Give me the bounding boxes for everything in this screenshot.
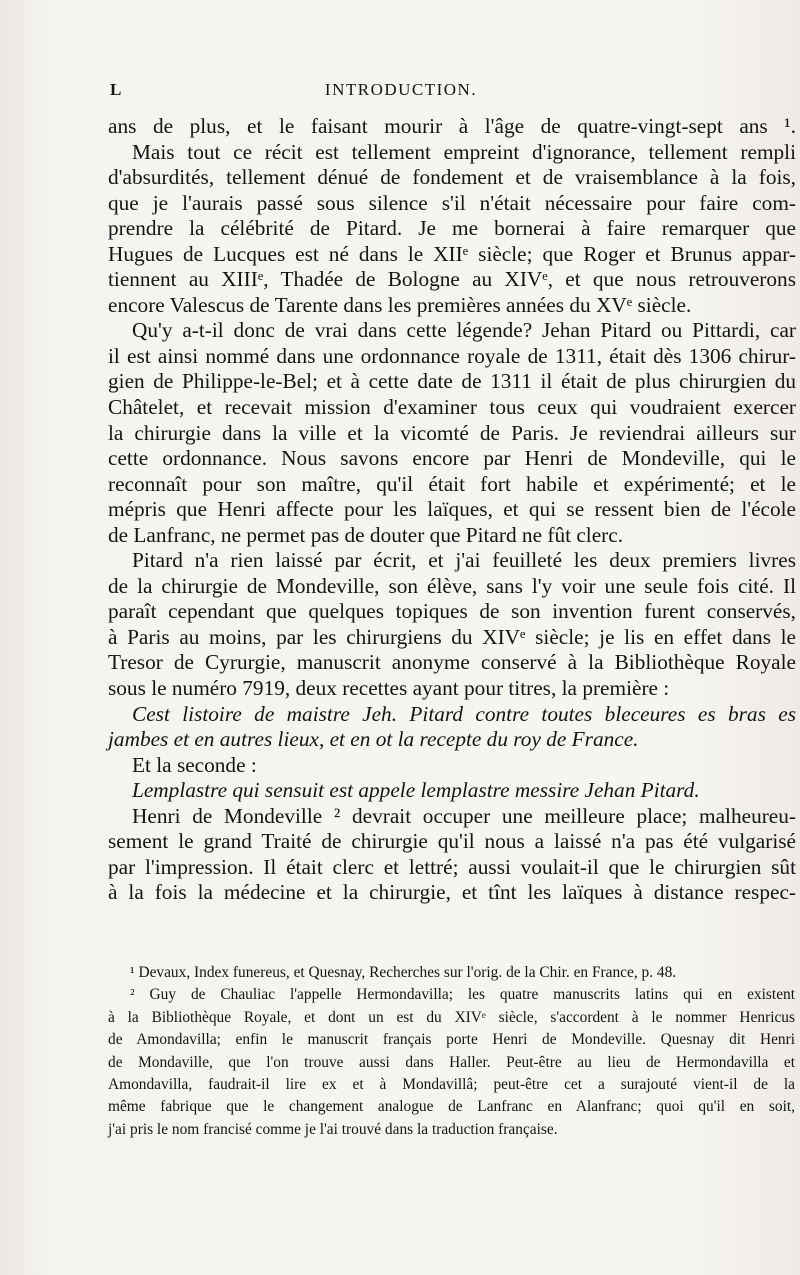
text-line: de la chirurgie de Mondeville, son élève, sans l'y voir une seule fois cité. Il — [108, 573, 796, 598]
text-line: à la fois la médecine et la chirurgie, et tînt les laïques à distance respec- — [108, 880, 796, 905]
quoted-recipe-title: jambes et en autres lieux, et en ot la recepte du roy de France. — [108, 727, 639, 752]
text-line: Hugues de Lucques est né dans le XIIᵉ siècle; que Roger et Brunus appar- — [108, 241, 796, 266]
text-line: de Lanfranc, ne permet pas de douter que Pitard ne fût clerc. — [108, 522, 624, 547]
footnote-line: j'ai pris le nom francisé comme je l'ai trouvé dans la traduction française. — [108, 1120, 558, 1138]
text-line: la chirurgie dans la ville et la vicomté de Paris. Je reviendrai ailleurs sur — [108, 420, 796, 445]
text-line: il est ainsi nommé dans une ordonnance royale de 1311, était dès 1306 chirur- — [108, 343, 796, 368]
footnote-line: ² Guy de Chauliac l'appelle Hermondavilla; les quatre manuscrits latins qui en existent — [130, 986, 795, 1004]
text-line: Qu'y a-t-il donc de vrai dans cette légende? Jehan Pitard ou Pittardi, car — [132, 318, 796, 343]
text-line: encore Valescus de Tarente dans les premières années du XVᵉ siècle. — [108, 292, 692, 317]
text-line: reconnaît pour son maître, qu'il était fort habile et expérimenté; et le — [108, 471, 796, 496]
text-line: par l'impression. Il était clerc et lettré; aussi voulait-il que le chirurgien sût — [108, 854, 796, 879]
text-line: mépris que Henri affecte pour les laïques, et qui se ressent bien de l'école — [108, 497, 796, 522]
main-text — [108, 114, 796, 906]
text-line: Pitard n'a rien laissé par écrit, et j'ai feuilleté les deux premiers livres — [132, 548, 796, 573]
text-line: Henri de Mondeville ² devrait occuper une meilleure place; malheureu- — [132, 803, 796, 828]
quoted-recipe-title: Lemplastre qui sensuit est appele lemplastre messire Jehan Pitard. — [132, 778, 700, 803]
text-line: Et la seconde : — [132, 752, 257, 777]
text-line: prendre la célébrité de Pitard. Je me bornerai à faire remarquer que — [108, 216, 796, 241]
text-line: ans de plus, et le faisant mourir à l'âge de quatre-vingt-sept ans ¹. — [108, 114, 796, 138]
footnote-line: ¹ Devaux, Index funereus, et Quesnay, Recherches sur l'orig. de la Chir. en France, p. 48. — [130, 964, 677, 981]
footnote-line: de Mondaville, que l'on trouve aussi dans Haller. Peut-être au lieu de Hermondavilla et — [108, 1053, 795, 1071]
page-number: L — [110, 80, 123, 99]
text-line: paraît cependant que quelques topiques de son invention furent conservés, — [108, 599, 796, 624]
text-line: cette ordonnance. Nous savons encore par Henri de Mondeville, qui le — [108, 446, 796, 471]
text-line: sous le numéro 7919, deux recettes ayant pour titres, la première : — [108, 676, 670, 701]
text-line: à Paris au moins, par les chirurgiens du XIVᵉ siècle; je lis en effet dans le — [108, 624, 796, 649]
quoted-recipe-title: Cest listoire de maistre Jeh. Pitard contre toutes bleceures es bras es — [132, 701, 796, 726]
text-line: d'absurdités, tellement dénué de fondement et de vraisemblance à la fois, — [108, 165, 796, 190]
footnotes — [108, 962, 795, 1141]
footnote-line: à la Bibliothèque Royale, et dont un est du XIVᵉ siècle, s'accordent à le nommer Henricus — [108, 1008, 795, 1026]
text-line: Châtelet, et recevait mission d'examiner tous ceux qui voudraient exercer — [108, 395, 796, 420]
footnote-line: Amondavilla, faudrait-il lire ex et à Mondavillâ; peut-être cet a surajouté vient-il de la — [108, 1075, 795, 1093]
text-line: tiennent au XIIIᵉ, Thadée de Bologne au XIVᵉ, et que nous retrouverons — [108, 267, 796, 292]
footnote-line: même fabrique que le changement analogue de Lanfranc en Alanfranc; quoi qu'il en soit, — [108, 1098, 795, 1116]
text-line: Mais tout ce récit est tellement empreint d'ignorance, tellement rempli — [132, 139, 796, 164]
running-title: INTRODUCTION. — [324, 80, 478, 99]
footnote-line: de Amondavilla; enfin le manuscrit français porte Henri de Mondeville. Quesnay dit Henri — [108, 1031, 795, 1049]
text-line: Tresor de Cyrurgie, manuscrit anonyme conservé à la Bibliothèque Royale — [108, 650, 796, 675]
text-line: sement le grand Traité de chirurgie qu'il nous a laissé n'a pas été vulgarisé — [108, 829, 796, 854]
text-line: que je l'aurais passé sous silence s'il n'était nécessaire pour faire com- — [108, 190, 796, 215]
running-head — [110, 80, 692, 104]
text-line: gien de Philippe-le-Bel; et à cette date de 1311 il était de plus chirurgien du — [108, 369, 796, 394]
